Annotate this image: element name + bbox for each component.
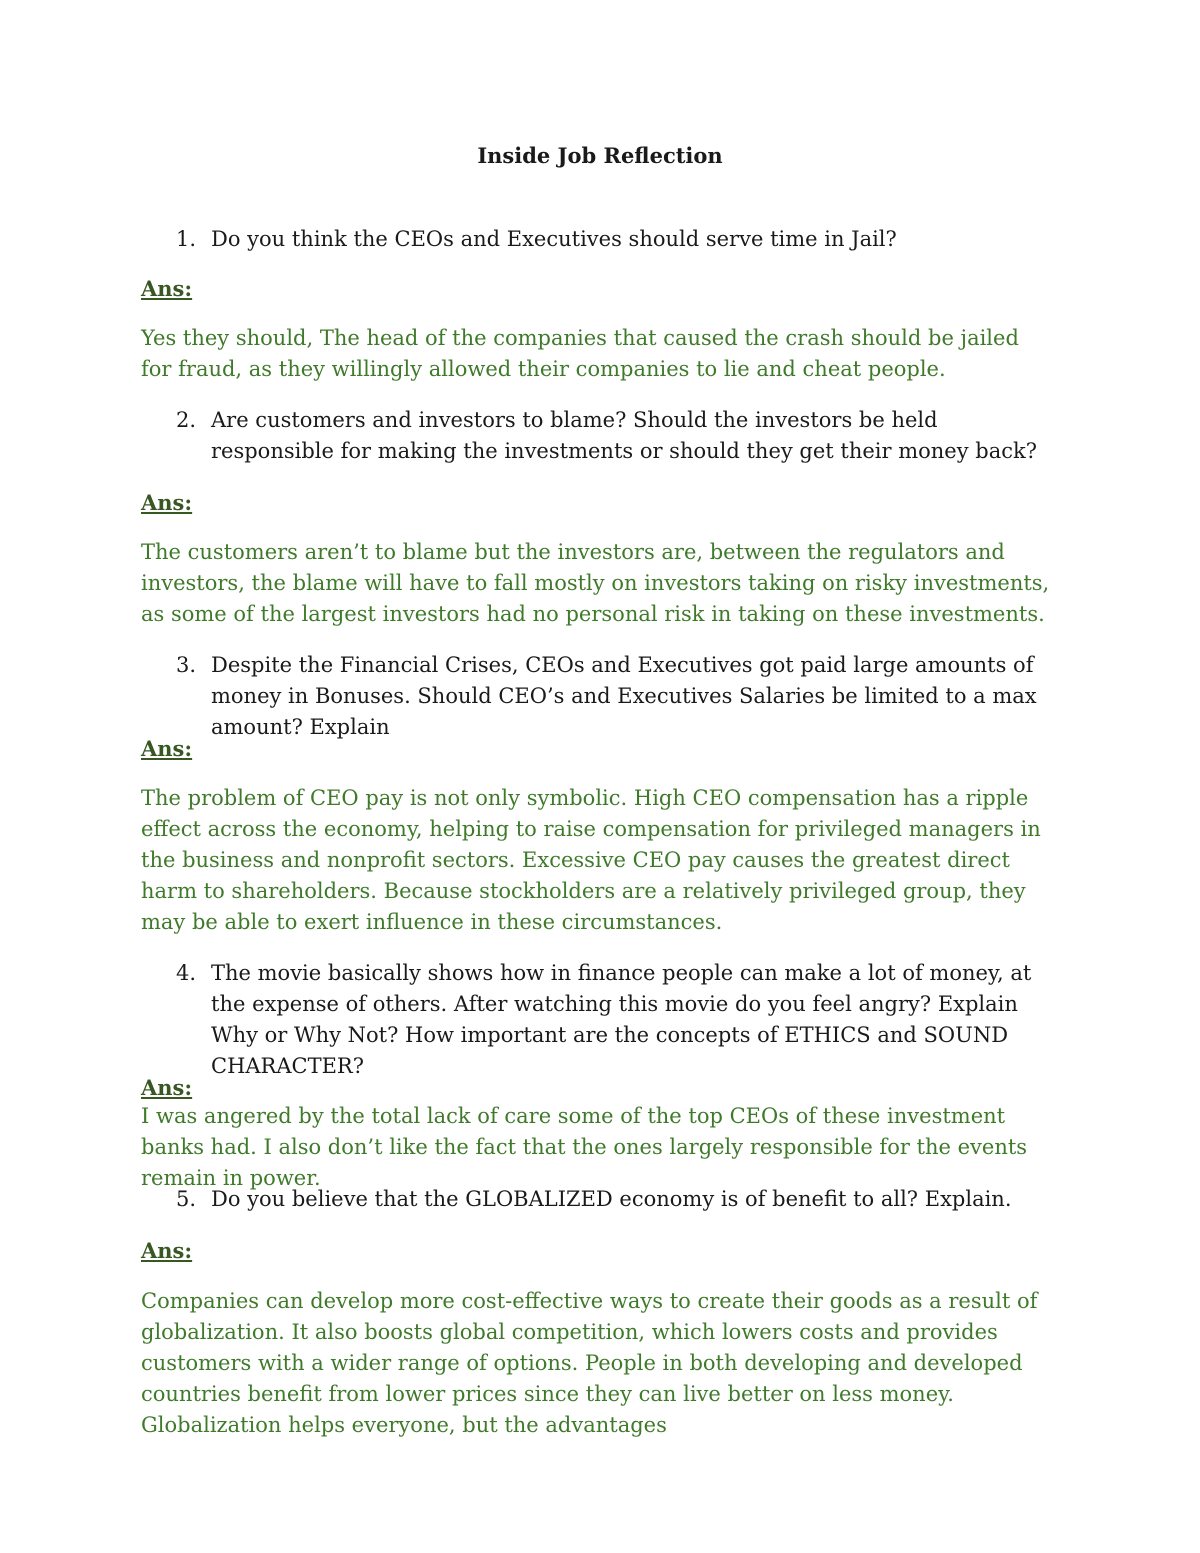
question-text: The movie basically shows how in finance people can make a lot of money, at the expense of others. After watching this movie do you feel angry? Explain Why or Why Not? How important are the concepts of ETHICS and SOUND CHARACTER? — [211, 961, 1032, 1078]
question-text: Do you think the CEOs and Executives should serve time in Jail? — [211, 227, 897, 251]
question-number: 2. — [176, 408, 197, 432]
answer-label: Ans: — [141, 490, 193, 515]
answer-2: The customers aren’t to blame but the investors are, between the regulators and investors, the blame will have to fall mostly on investors taking on risky investments, as some of the largest investors had no personal risk in taking on these investments. — [141, 540, 1050, 626]
answer-5: Companies can develop more cost-effective ways to create their goods as a result of globalization. It also boosts global competition, which lowers costs and provides customers with a wider range of options. People in both developing and developed countries benefit from lower prices since they can live better on less money. Globalization helps everyone, but the advantages — [141, 1289, 1038, 1437]
answer-3: The problem of CEO pay is not only symbolic. High CEO compensation has a ripple effect across the economy, helping to raise compensation for privileged managers in the business and nonprofit sectors. Excessive CEO pay causes the greatest direct harm to shareholders. Because stockholders are a relatively privileged group, they may be able to exert influence in these circumstances. — [141, 786, 1041, 934]
question-number: 5. — [176, 1187, 197, 1211]
question-text: Despite the Financial Crises, CEOs and Executives got paid large amounts of money in Bonuses. Should CEO’s and Executives Salaries be limited to a max amount? Explain — [211, 653, 1037, 739]
answer-label: Ans: — [141, 736, 193, 761]
question-number: 4. — [176, 961, 197, 985]
answer-1: Yes they should, The head of the companies that caused the crash should be jailed for fraud, as they willingly allowed their companies to lie and cheat people. — [141, 326, 1019, 381]
answer-label: Ans: — [141, 276, 193, 301]
question-number: 3. — [176, 653, 197, 677]
answer-label: Ans: — [141, 1075, 193, 1100]
page-title: Inside Job Reflection — [477, 143, 723, 168]
question-text: Do you believe that the GLOBALIZED economy is of benefit to all? Explain. — [211, 1187, 1012, 1211]
question-text: Are customers and investors to blame? Should the investors be held responsible for making the investments or should they get their money back? — [211, 408, 1037, 463]
answer-label: Ans: — [141, 1238, 193, 1263]
answer-4: I was angered by the total lack of care some of the top CEOs of these investment banks had. I also don’t like the fact that the ones largely responsible for the events remain in power. — [141, 1104, 1028, 1190]
question-number: 1. — [176, 227, 197, 251]
